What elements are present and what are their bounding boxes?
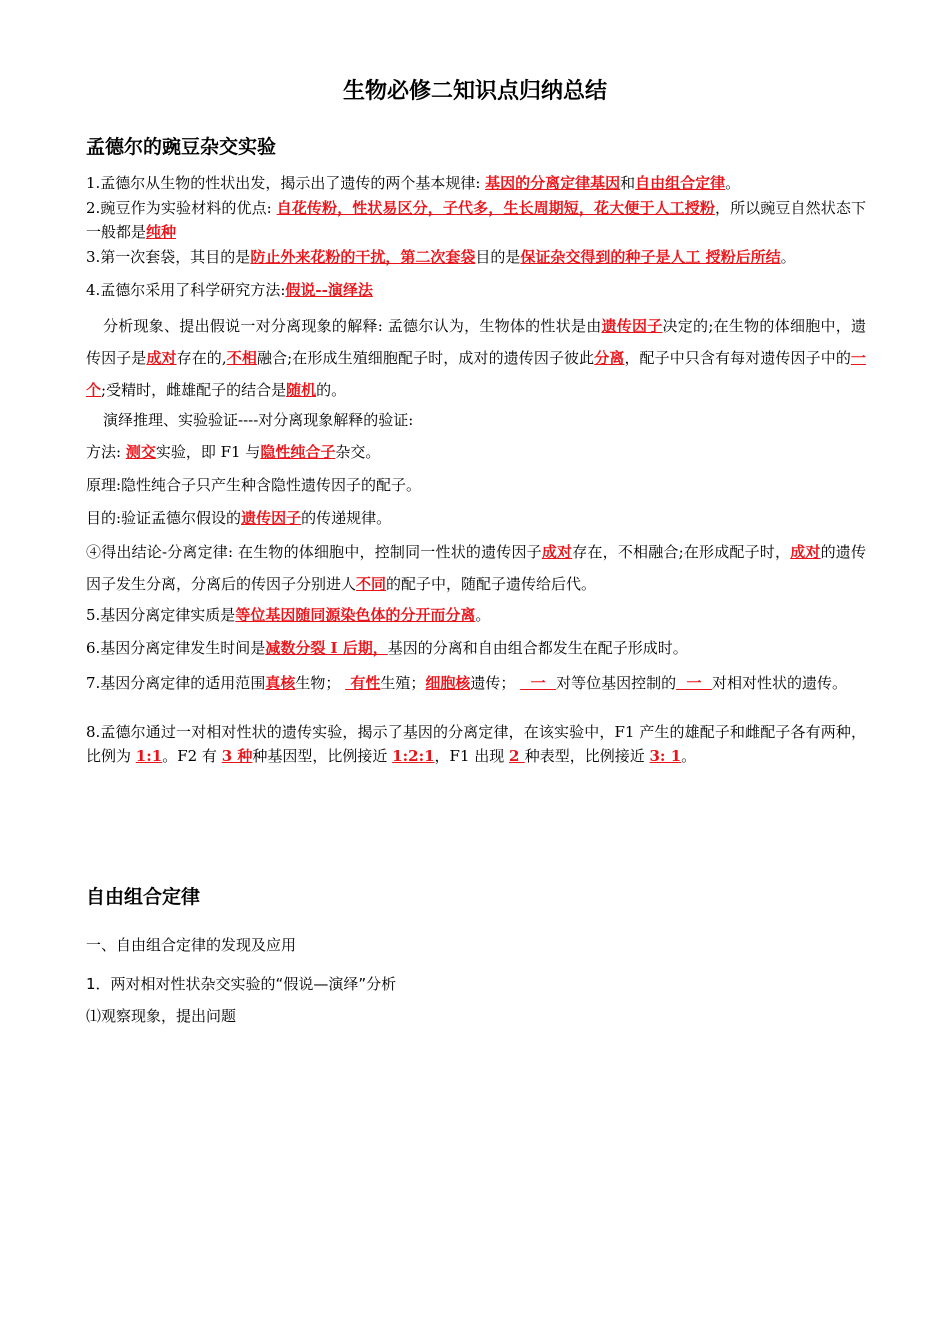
text-run: 3.第一次套袋，其目的是 [86,248,251,266]
text-run: 方法: [86,443,126,461]
answer-blank: 成对 [146,349,177,367]
text-run: 对等位基因控制的 [556,674,677,692]
paragraph-13 [86,671,866,695]
text-run: ，F1 出现 [434,747,510,765]
paragraph-2 [86,196,866,244]
answer-blank: 防止外来花粉的干扰，第二次套袋 [250,248,476,266]
answer-blank: 隐性纯合子 [260,443,336,461]
answer-blank: 1:1 [135,747,163,765]
text-run: 。 [475,606,491,624]
text-run: 。 [681,747,697,765]
paragraph-5 [86,310,866,406]
answer-blank: 遗传因子 [601,317,663,335]
paragraph-14 [86,720,866,768]
paragraph-3 [86,245,886,269]
paragraph-10 [86,536,866,600]
answer-blank: 测交 [125,443,156,461]
text-run: 和 [620,174,636,192]
text-run: 遗传； [470,674,521,692]
paragraph-9 [86,506,866,530]
answer-blank: 1:2:1 [392,747,435,765]
subsection-heading: 一、自由组合定律的发现及应用 [86,936,297,954]
document-title: 生物必修二知识点归纳总结 [342,79,607,104]
text-run: ;受精时，雌雄配子的结合是 [101,381,287,399]
answer-blank: 3 种 [221,747,253,765]
text-run: 融合;在形成生殖细胞配子时，成对的遗传因子彼此 [256,349,595,367]
text-run: 分析现象、提出假说一对分离现象的解释: 孟德尔认为，生物体的性状是由 [103,317,602,335]
answer-blank: 成对 [790,543,821,561]
answer-blank: 等位基因随同源染色体的分开而分离 [235,606,476,624]
answer-blank: 分离 [594,349,625,367]
text-run: 。 [725,174,741,192]
text-run: 存在的, [176,349,227,367]
answer-blank: 假说--演绎法 [285,281,373,299]
text-run: 8.孟德尔通过一对相对性状的遗传实验，揭示了基因的分离定律，在该实验中，F1 产生的雄配子和雌配子各有两种，比例为 [86,723,866,765]
subsection-item: 1．两对相对性状杂交实验的“假说—演绎”分析 [86,975,397,993]
paragraph-11 [86,603,866,627]
text-run: 存在，不相融合;在形成配子时， [572,543,791,561]
paragraph-1 [86,171,866,195]
paragraph-6: 演绎推理、实验验证----对分离现象解释的验证: [103,411,414,429]
paragraph-4 [86,278,866,302]
text-run: 5.基因分离定律实质是 [86,606,236,624]
answer-blank: 随机 [286,381,317,399]
answer-blank: 自花传粉，性状易区分，子代多，生长周期短，花大便于人工授粉 [276,199,715,217]
answer-blank: 一个 [86,349,866,399]
text-run: 生殖； [380,674,426,692]
text-run: 的传递规律。 [301,509,392,527]
answer-blank: 保证杂交得到的种子是人工 授粉后所结 [520,248,781,266]
answer-blank: 细胞核 [425,674,471,692]
text-run: 1.孟德尔从生物的性状出发，揭示出了遗传的两个基本规律: [86,174,486,192]
answer-blank: 真核 [265,674,296,692]
paragraph-8: 原理:隐性纯合子只产生种含隐性遗传因子的配子。 [86,476,422,494]
answer-blank: 纯种 [146,223,177,241]
paragraph-7 [86,440,866,464]
text-run: 。F2 有 [162,747,222,765]
answer-blank: 不相 [226,349,257,367]
section-heading-mendel: 孟德尔的豌豆杂交实验 [86,136,277,158]
text-run: 对相对性状的遗传。 [711,674,847,692]
answer-blank: 减数分裂 I 后期， [265,639,388,657]
text-run: 种基因型，比例接近 [252,747,393,765]
subsection-item: ⑴观察现象，提出问题 [86,1007,237,1025]
text-run: 6.基因分离定律发生时间是 [86,639,266,657]
answer-blank: 自由组合定律 [635,174,726,192]
text-run: 杂交。 [335,443,381,461]
answer-blank: 3: 1 [649,747,682,765]
answer-blank: 2 [509,747,525,765]
answer-blank: 遗传因子 [241,509,302,527]
section-heading-independent-assortment: 自由组合定律 [86,886,201,908]
text-run: 。 [780,248,796,266]
text-run: 4.孟德尔采用了科学研究方法: [86,281,286,299]
text-run: 目的:验证孟德尔假设的 [86,509,242,527]
text-run: ，配子中只含有每对遗传因子中的 [624,349,851,367]
answer-blank: 一 [520,674,557,692]
text-run: 7.基因分离定律的适用范围 [86,674,266,692]
answer-blank: 有性 [345,674,381,692]
text-run: 的配子中，随配子遗传给后代。 [386,575,597,593]
text-run: 的。 [316,381,347,399]
text-run: 决定的;在生物的体细胞中，遗传因子是 [86,317,866,367]
text-run: 目的是 [475,248,521,266]
text-run: 的遗传因子发生分离，分离后的传因子分别进人 [86,543,866,593]
text-run: 2.豌豆作为实验材料的优点: [86,199,277,217]
text-run: ，所以豌豆自然状态下一般都是 [86,199,866,241]
text-run: ④得出结论-分离定律: 在生物的体细胞中，控制同一性状的遗传因子 [86,543,542,561]
text-run: 基因的分离和自由组合都发生在配子形成时。 [387,639,688,657]
answer-blank: 成对 [541,543,573,561]
paragraph-12 [86,636,866,660]
text-run: 实验，即 F1 与 [155,443,261,461]
text-run: 种表型，比例接近 [524,747,650,765]
answer-blank: 一 [676,674,712,692]
answer-blank: 不同 [356,575,387,593]
text-run: 生物； [295,674,346,692]
answer-blank: 基因的分离定律基因 [485,174,621,192]
